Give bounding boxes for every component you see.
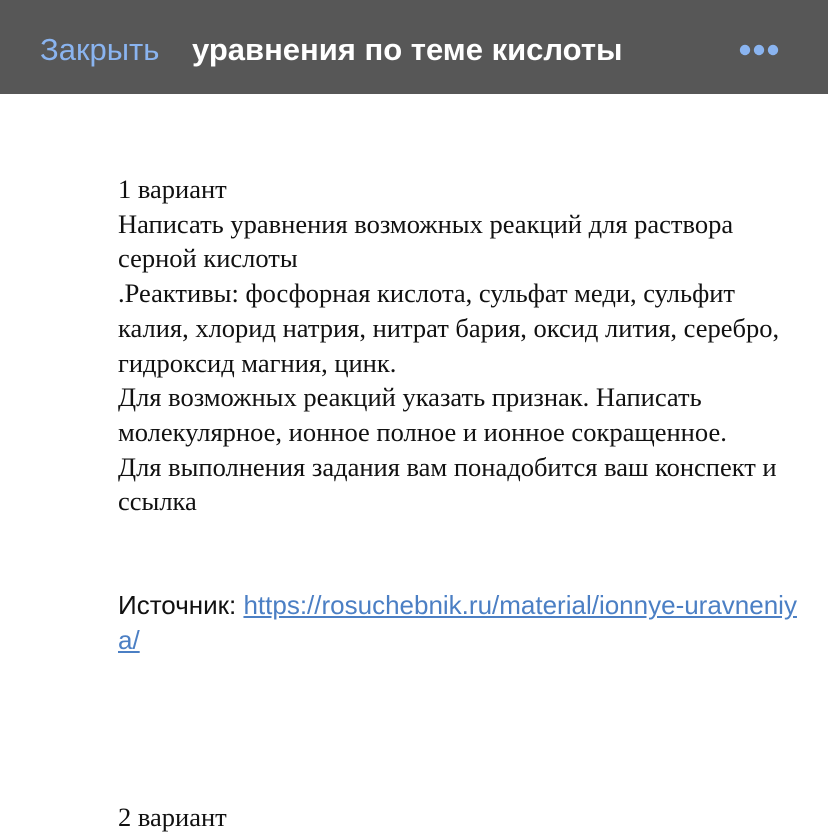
close-button[interactable]: Закрыть — [40, 32, 160, 67]
more-options-icon-svg — [736, 40, 782, 60]
variant-1-heading: 1 вариант — [118, 174, 227, 204]
task-text: Написать уравнения возможных реакций для раствора серной кислоты — [118, 208, 734, 274]
top-bar — [0, 0, 828, 94]
reagents-text: .Реактивы: фосфорная кислота, сульфат меди, сульфит калия, хлорид натрия, нитрат бария, оксид лития, серебро, гидроксид магния, цинк. — [118, 278, 780, 378]
variant-2-heading: 2 вариант — [118, 802, 227, 832]
source-line — [118, 588, 798, 657]
source-label: Источник: — [118, 590, 237, 620]
document-body — [118, 172, 798, 519]
instructions-text: Для возможных реакций указать признак. Написать молекулярное, ионное полное и ионное сокращенное. — [118, 382, 727, 447]
note-text: Для выполнения задания вам понадобится ваш конспект и ссылка — [118, 451, 777, 517]
ellipsis-icon[interactable] — [736, 40, 782, 60]
source-link[interactable]: https://rosuchebnik.ru/material/ionnye-uravneniya/ — [118, 590, 797, 655]
page-title: уравнения по теме кислоты — [192, 32, 623, 67]
